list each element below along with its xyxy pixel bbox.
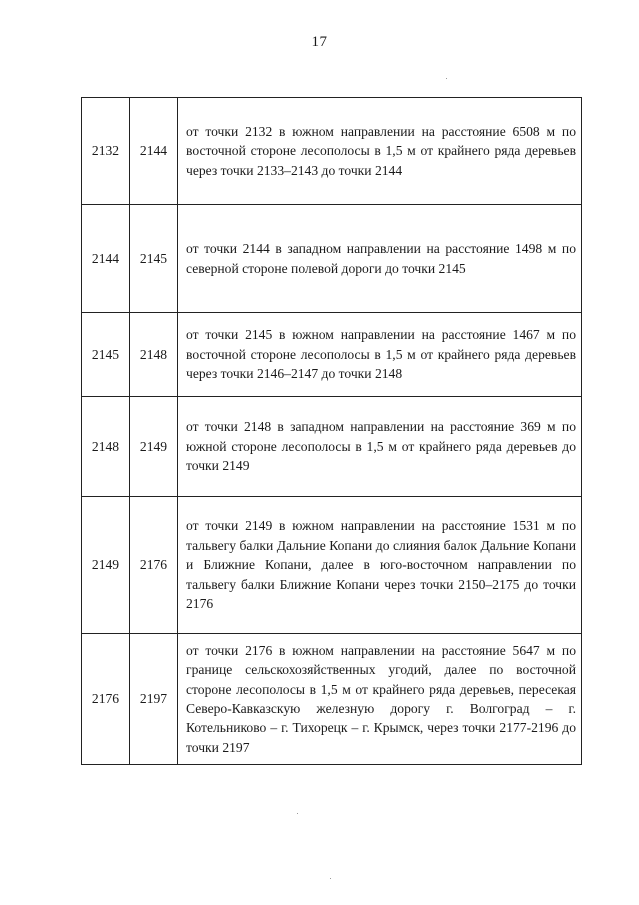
table-row <box>82 497 582 634</box>
to-point-cell: 2148 <box>130 313 178 397</box>
from-point-cell: 2145 <box>82 313 130 397</box>
table-row <box>82 313 582 397</box>
scan-speck <box>297 813 298 814</box>
scan-speck <box>446 78 447 79</box>
to-point-cell: 2144 <box>130 98 178 205</box>
to-point-cell: 2149 <box>130 397 178 497</box>
table-row <box>82 98 582 205</box>
from-point-cell: 2149 <box>82 497 130 634</box>
route-description-cell: от точки 2148 в западном направлении на расстояние 369 м по южной стороне лесополосы в 1,5 м от крайнего ряда деревьев до точки 2149 <box>178 397 582 497</box>
from-point-cell: 2132 <box>82 98 130 205</box>
table-row <box>82 205 582 313</box>
page-number: 17 <box>311 34 328 50</box>
to-point-cell: 2197 <box>130 634 178 765</box>
to-point-cell: 2145 <box>130 205 178 313</box>
boundary-description-table <box>81 97 582 765</box>
route-description-cell: от точки 2145 в южном направлении на расстояние 1467 м по восточной стороне лесополосы в 1,5 м от крайнего ряда деревьев через точки 2146–2147 до точки 2148 <box>178 313 582 397</box>
from-point-cell: 2148 <box>82 397 130 497</box>
from-point-cell: 2144 <box>82 205 130 313</box>
table-row <box>82 397 582 497</box>
table-row <box>82 634 582 765</box>
scan-speck <box>330 878 331 879</box>
route-description-cell: от точки 2149 в южном направлении на расстояние 1531 м по тальвегу балки Дальние Копани до слияния балок Дальние Копани и Ближние Копани, далее в юго-восточном направлении по тальвегу балки Ближние Копани через точки 2150–2175 до точки 2176 <box>178 497 582 634</box>
from-point-cell: 2176 <box>82 634 130 765</box>
route-description-cell: от точки 2132 в южном направлении на расстояние 6508 м по восточной стороне лесополосы в 1,5 м от крайнего ряда деревьев через точки 2133–2143 до точки 2144 <box>178 98 582 205</box>
to-point-cell: 2176 <box>130 497 178 634</box>
route-description-cell: от точки 2144 в западном направлении на расстояние 1498 м по северной стороне полевой дороги до точки 2145 <box>178 205 582 313</box>
route-description-cell: от точки 2176 в южном направлении на расстояние 5647 м по границе сельскохозяйственных угодий, далее по восточной стороне лесополосы в 1,5 м от крайнего ряда деревьев, пересекая Северо-Кавказскую железную дорогу г. Волгоград – г. Котельниково – г. Тихорецк – г. Крымск, через точки 2177-2196 до точки 2197 <box>178 634 582 765</box>
